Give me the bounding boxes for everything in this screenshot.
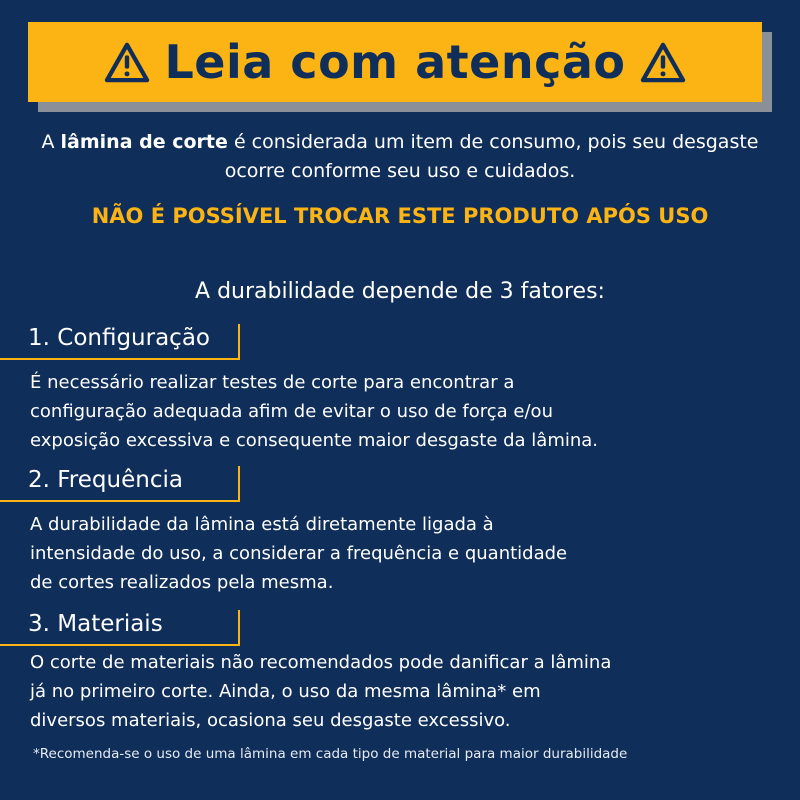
intro-bold: lâmina de corte (60, 131, 228, 153)
warning-triangle-icon (104, 41, 150, 83)
factor-line: diversos materiais, ocasiona seu desgaste excessivo. (30, 710, 511, 731)
factor-line: A durabilidade da lâmina está diretamente ligada à (30, 514, 494, 535)
factor-body-frequencia (30, 510, 750, 597)
factor-heading-materiais (0, 610, 240, 646)
factor-body-configuracao (30, 368, 750, 455)
factor-line: O corte de materiais não recomendados pode danificar a lâmina (30, 652, 612, 673)
factor-heading-label: 2. Frequência (28, 467, 183, 493)
factor-heading-label: 1. Configuração (28, 325, 210, 351)
intro-line-1 (20, 128, 780, 157)
intro-text (20, 128, 780, 186)
banner-title: Leia com atenção (164, 35, 626, 89)
factor-line: configuração adequada afim de evitar o uso de força e/ou (30, 401, 553, 422)
factor-body-materiais (30, 648, 750, 735)
factor-heading-configuracao (0, 324, 240, 360)
intro-prefix: A (41, 131, 61, 153)
warning-triangle-icon (640, 41, 686, 83)
no-exchange-warning: NÃO É POSSÍVEL TROCAR ESTE PRODUTO APÓS USO (91, 204, 709, 228)
factor-line: intensidade do uso, a considerar a frequência e quantidade (30, 543, 568, 564)
intro-rest: é considerada um item de consumo, pois seu desgaste (227, 131, 759, 153)
intro-line-2: ocorre conforme seu uso e cuidados. (224, 160, 576, 182)
factor-heading-frequencia (0, 466, 240, 502)
footnote: *Recomenda-se o uso de uma lâmina em cada tipo de material para maior durabilidade (33, 746, 628, 762)
durability-lead: A durabilidade depende de 3 fatores: (195, 279, 605, 304)
factor-line: já no primeiro corte. Ainda, o uso da mesma lâmina* em (30, 681, 541, 702)
factor-line: de cortes realizados pela mesma. (30, 572, 334, 593)
factor-line: É necessário realizar testes de corte para encontrar a (30, 372, 515, 393)
factor-line: exposição excessiva e consequente maior desgaste da lâmina. (30, 430, 599, 451)
factor-heading-label: 3. Materiais (28, 611, 163, 637)
attention-banner (28, 22, 762, 102)
